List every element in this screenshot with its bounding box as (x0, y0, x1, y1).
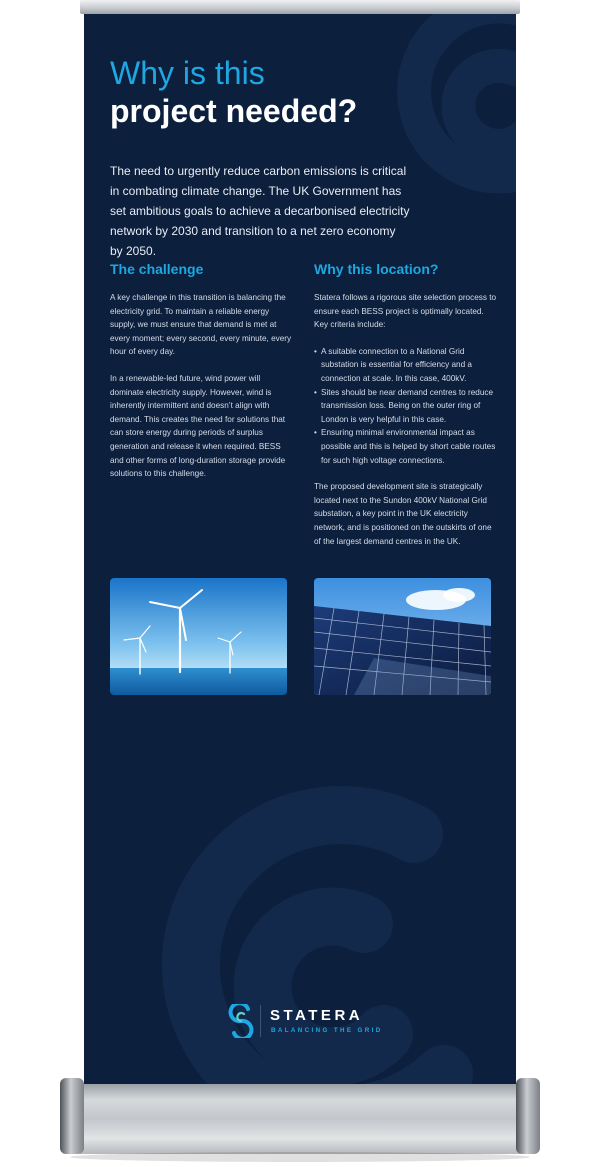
roll-up-banner (84, 14, 516, 1084)
title-line-1: Why is this (110, 55, 265, 91)
intro-text: The need to urgently reduce carbon emissions is critical in combating climate change. The UK Government has set ambitious goals to achieve a decarbonised electricity network by 2030 and transition to a net zero economy by 2050. (110, 164, 410, 258)
solar-panel-photo (314, 578, 491, 695)
location-heading: Why this location? (314, 261, 439, 277)
criteria-item: • Ensuring minimal environmental impact as possible and this is helped by short cable routes for such high voltage connections. (314, 426, 500, 467)
page-title (110, 54, 357, 130)
logo-divider (260, 1005, 261, 1037)
criteria-item: • A suitable connection to a National Grid substation is essential for efficiency and a connection at scale. In this case, 400kV. (314, 345, 500, 386)
statera-logo (226, 1001, 386, 1053)
challenge-heading: The challenge (110, 261, 204, 277)
banner-foot-right (516, 1078, 540, 1154)
title-line-2: project needed? (110, 93, 358, 129)
logo-brand-name: STATERA (270, 1007, 364, 1024)
wind-turbine-photo (110, 578, 287, 695)
statera-s-icon (228, 1004, 254, 1038)
location-column (314, 260, 500, 561)
floor-shadow (70, 1152, 530, 1162)
location-criteria-list (314, 345, 500, 467)
banner-top-rail (80, 0, 520, 14)
challenge-column (110, 260, 296, 494)
logo-tagline: BALANCING THE GRID (271, 1027, 383, 1034)
banner-foot-left (60, 1078, 84, 1154)
location-closing: The proposed development site is strategically located next to the Sundon 400kV National Grid substation, a key point in the UK electricity network, and is positioned on the outskirts of one of the largest demand centres in the UK. (314, 482, 492, 546)
challenge-paragraph-2: In a renewable-led future, wind power will dominate electricity supply. However, wind is inherently intermittent and doesn’t align with demand. This creates the need for solutions that can store energy during periods of surplus generation and release it when required. BESS and other forms of long-duration storage provide solutions to this challenge. (110, 373, 286, 479)
challenge-paragraph-1: A key challenge in this transition is balancing the electricity grid. To maintain a reliable energy supply, we must ensure that demand is met at every moment; every second, every minute, every hour of every day. (110, 293, 292, 357)
banner-base-lip (80, 1084, 520, 1100)
location-intro: Statera follows a rigorous site selection process to ensure each BESS project is optimally located. Key criteria include: (314, 293, 497, 330)
criteria-item: • Sites should be near demand centres to reduce transmission loss. Being on the outer ring of London is very helpful in this case. (314, 386, 500, 427)
